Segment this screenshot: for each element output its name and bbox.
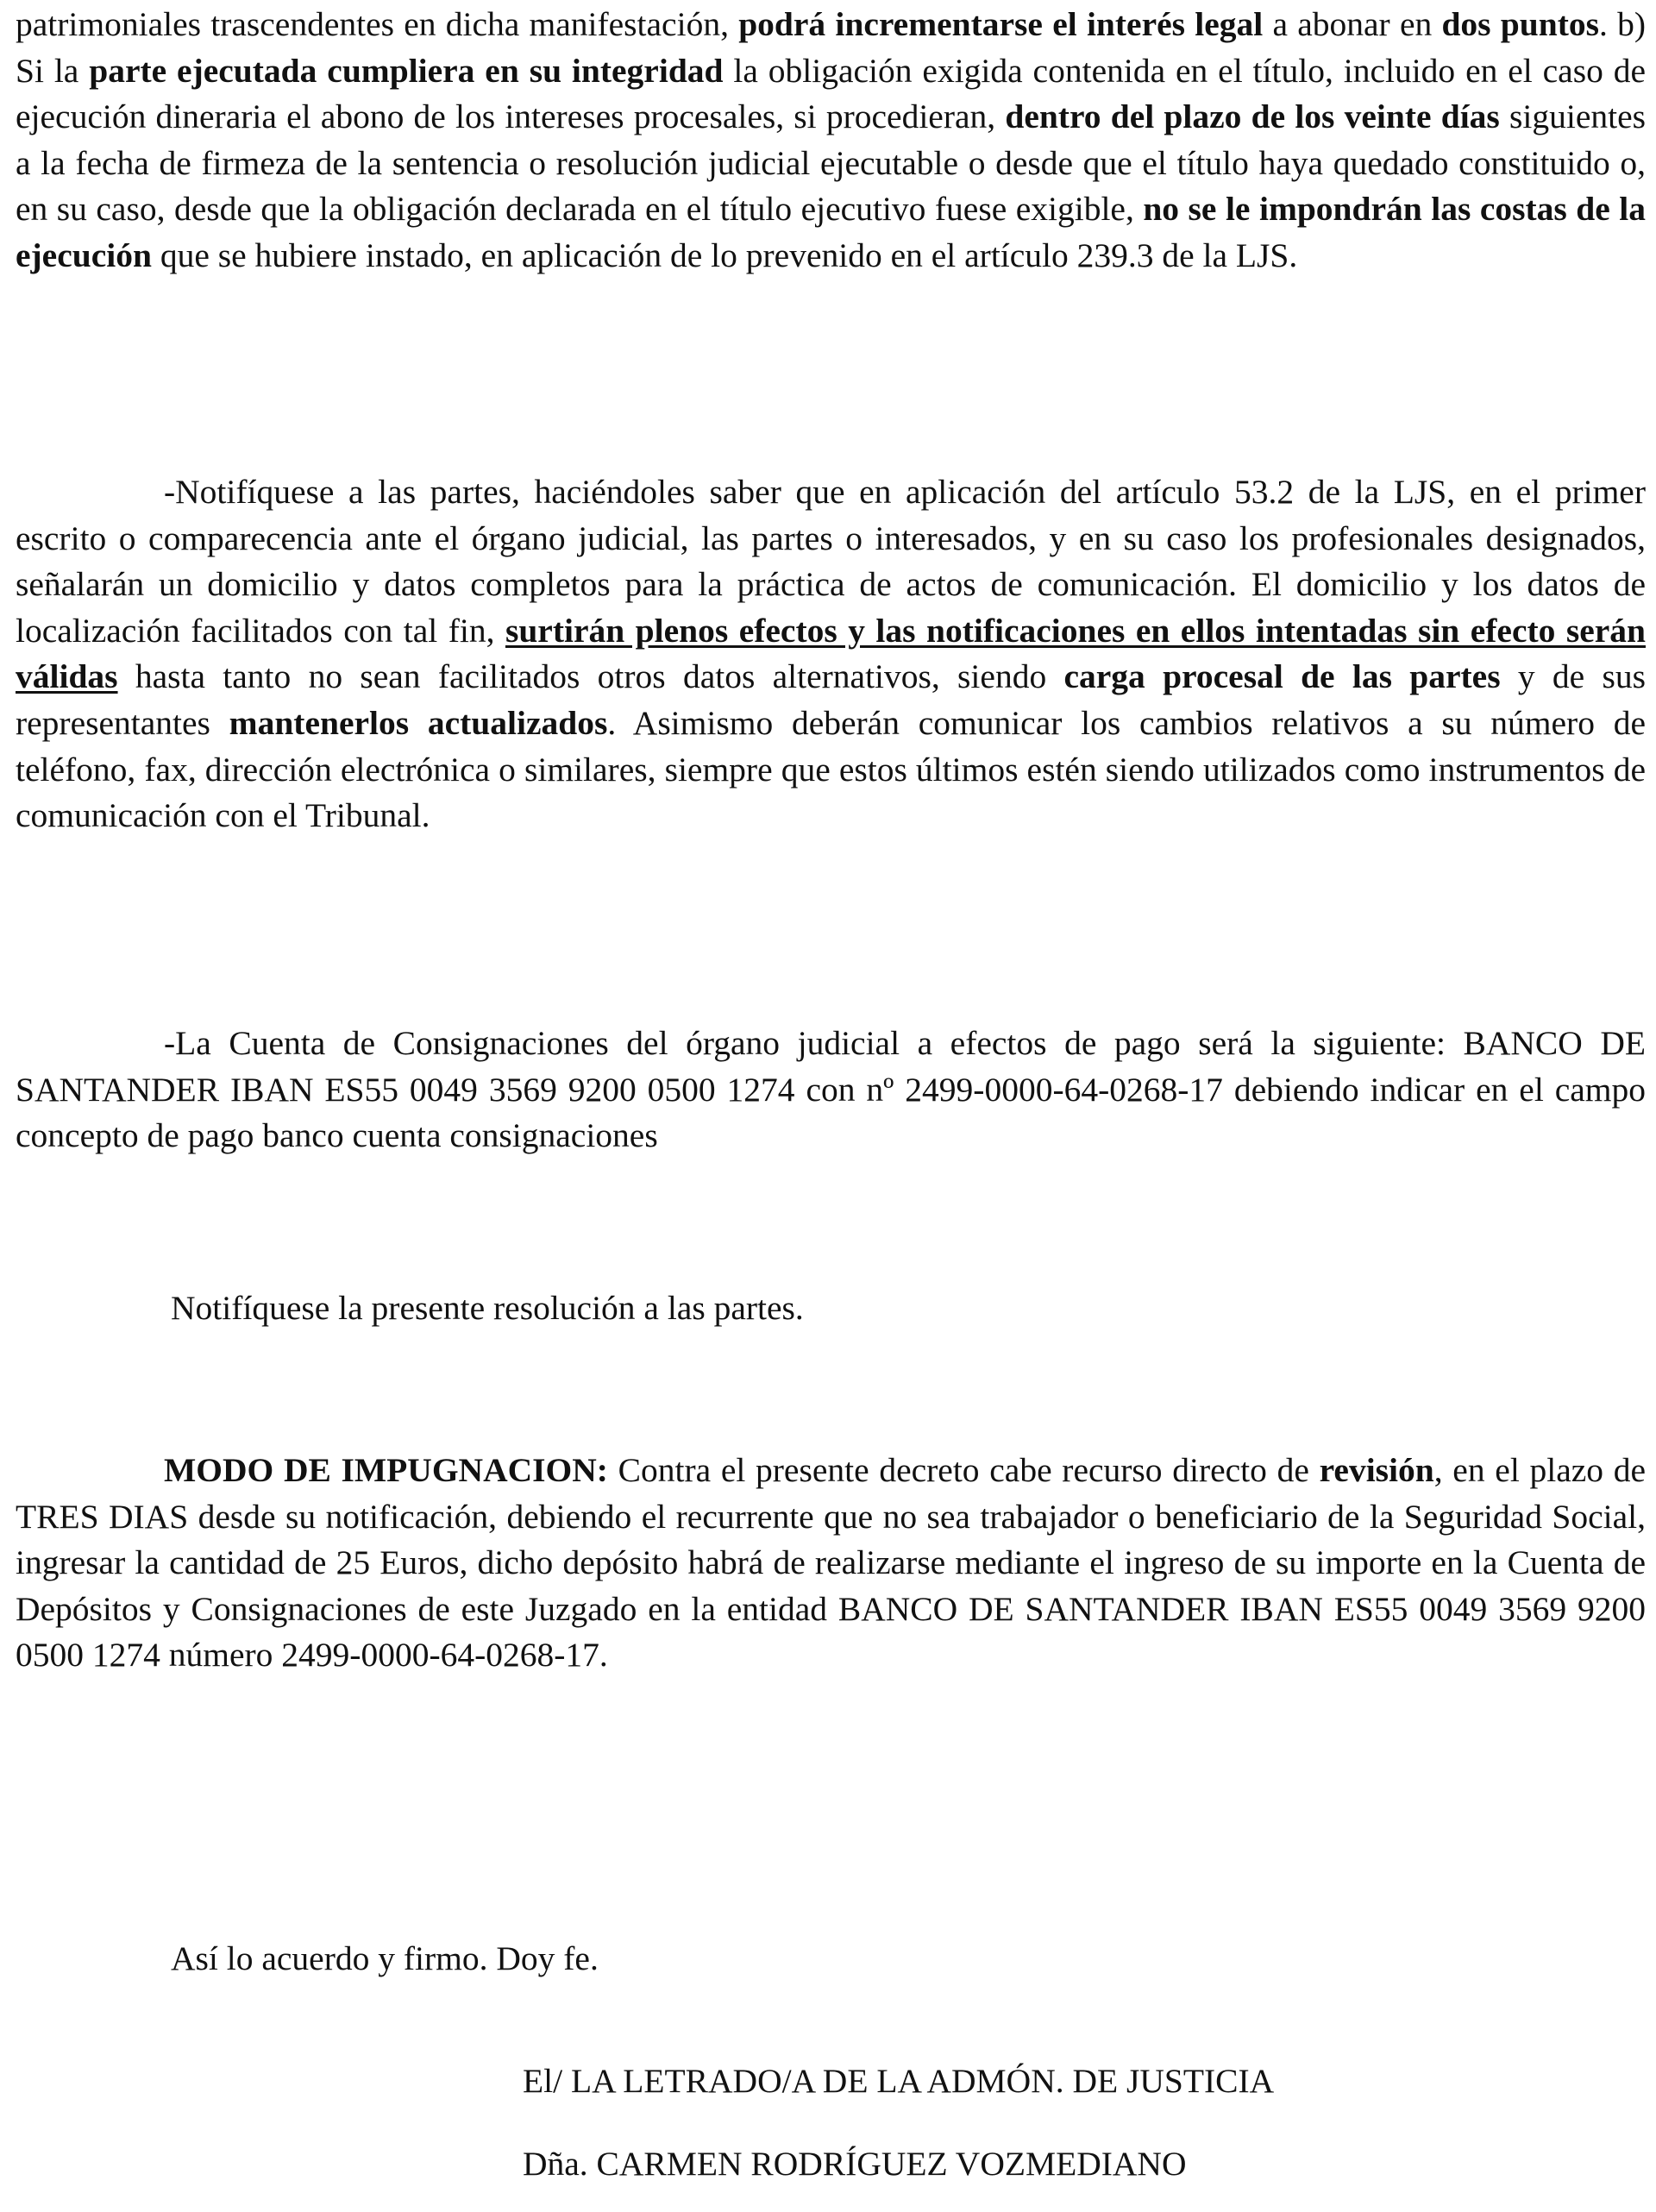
text-run: MODO DE IMPUGNACION: bbox=[164, 1451, 608, 1489]
text-run: y de sus representantes bbox=[16, 657, 1646, 742]
paragraph-consignment-account bbox=[16, 1021, 1646, 1159]
text-run: , en el plazo de TRES DIAS desde su notificación, debiendo el recurrente que no sea trabajador o beneficiario de la Seguridad Social, ingresar la cantidad de 25 Euros, dicho depósito habrá de realizarse mediante el ingreso de su importe en la Cuenta de Depósitos y Consignaciones de este Juzgado en la entidad BANCO DE SANTANDER IBAN ES55 0049 3569 9200 0500 1274 número 2499-0000-64-0268-17. bbox=[16, 1451, 1647, 1675]
text-run: dentro del plazo de los veinte días bbox=[1005, 97, 1500, 136]
signature-role: El/ LA LETRADO/A DE LA ADMÓN. DE JUSTICIA bbox=[523, 2062, 1275, 2100]
text-run: no se le impondrán las costas de la ejecución bbox=[16, 190, 1646, 274]
paragraph-notification-domicile bbox=[16, 469, 1646, 839]
text-run: Contra el presente decreto cabe recurso directo de bbox=[607, 1451, 1320, 1489]
text-run: -Notifíquese a las partes, haciéndoles saber que en aplicación del artículo 53.2 de la LJS, en el primer escrito o comparecencia ante el órgano judicial, las partes o interesados, y en su caso los profesionales designados, señalarán un domicilio y datos completos para la práctica de actos de comunicación. El domicilio y los datos de localización facilitados con tal fin, bbox=[16, 473, 1646, 650]
text-run: hasta tanto no sean facilitados otros datos alternativos, siendo bbox=[117, 657, 1064, 696]
text-run: -La Cuenta de Consignaciones del órgano judicial a efectos de pago será la siguiente: BANCO DE SANTANDER IBAN ES55 0049 3569 9200 0500 1274 con nº 2499-0000-64-0268-17 debiendo indicar en el campo concepto de pago banco cuenta consignaciones bbox=[16, 1024, 1646, 1155]
text-run: Notifíquese la presente resolución a las partes. bbox=[171, 1289, 804, 1327]
text-run: dos puntos bbox=[1441, 5, 1599, 43]
text-run: la obligación exigida contenida en el título, incluido en el caso de ejecución dineraria el abono de los intereses procesales, si procedieran, bbox=[16, 51, 1646, 136]
paragraph-closing bbox=[171, 1936, 1637, 1983]
text-run: mantenerlos actualizados bbox=[229, 703, 608, 742]
text-run: podrá incrementarse el interés legal bbox=[738, 5, 1264, 43]
text-run: patrimoniales trascendentes en dicha manifestación, bbox=[16, 5, 739, 43]
paragraph-notify-parties bbox=[171, 1285, 1637, 1332]
text-run: siguientes a la fecha de firmeza de la sentencia o resolución judicial ejecutable o desde que el título haya quedado constituido o, en su caso, desde que la obligación declarada en el título ejecutivo fuese exigible, bbox=[16, 97, 1646, 229]
text-run: que se hubiere instado, en aplicación de lo prevenido en el artículo 239.3 de la LJS. bbox=[151, 236, 1298, 274]
text-run: Así lo acuerdo y firmo. Doy fe. bbox=[171, 1939, 599, 1977]
text-run: . Asimismo deberán comunicar los cambios relativos a su número de teléfono, fax, dirección electrónica o similares, siempre que estos últimos estén siendo utilizados como instrumentos de comunicación con el Tribunal. bbox=[16, 703, 1646, 835]
text-run: surtirán plenos efectos y las notificaciones en ellos intentadas sin efecto serán válidas bbox=[16, 611, 1647, 696]
text-run: carga procesal de las partes bbox=[1063, 657, 1501, 696]
text-run: . b) Si la bbox=[16, 5, 1646, 90]
signature-name: Dña. CARMEN RODRÍGUEZ VOZMEDIANO bbox=[523, 2145, 1187, 2183]
paragraph-appeal-mode bbox=[16, 1448, 1646, 1679]
paragraph-enforcement-interest bbox=[16, 2, 1646, 280]
text-run: parte ejecutada cumpliera en su integridad bbox=[89, 51, 724, 90]
text-run: revisión bbox=[1319, 1451, 1434, 1489]
text-run: a abonar en bbox=[1263, 5, 1442, 43]
